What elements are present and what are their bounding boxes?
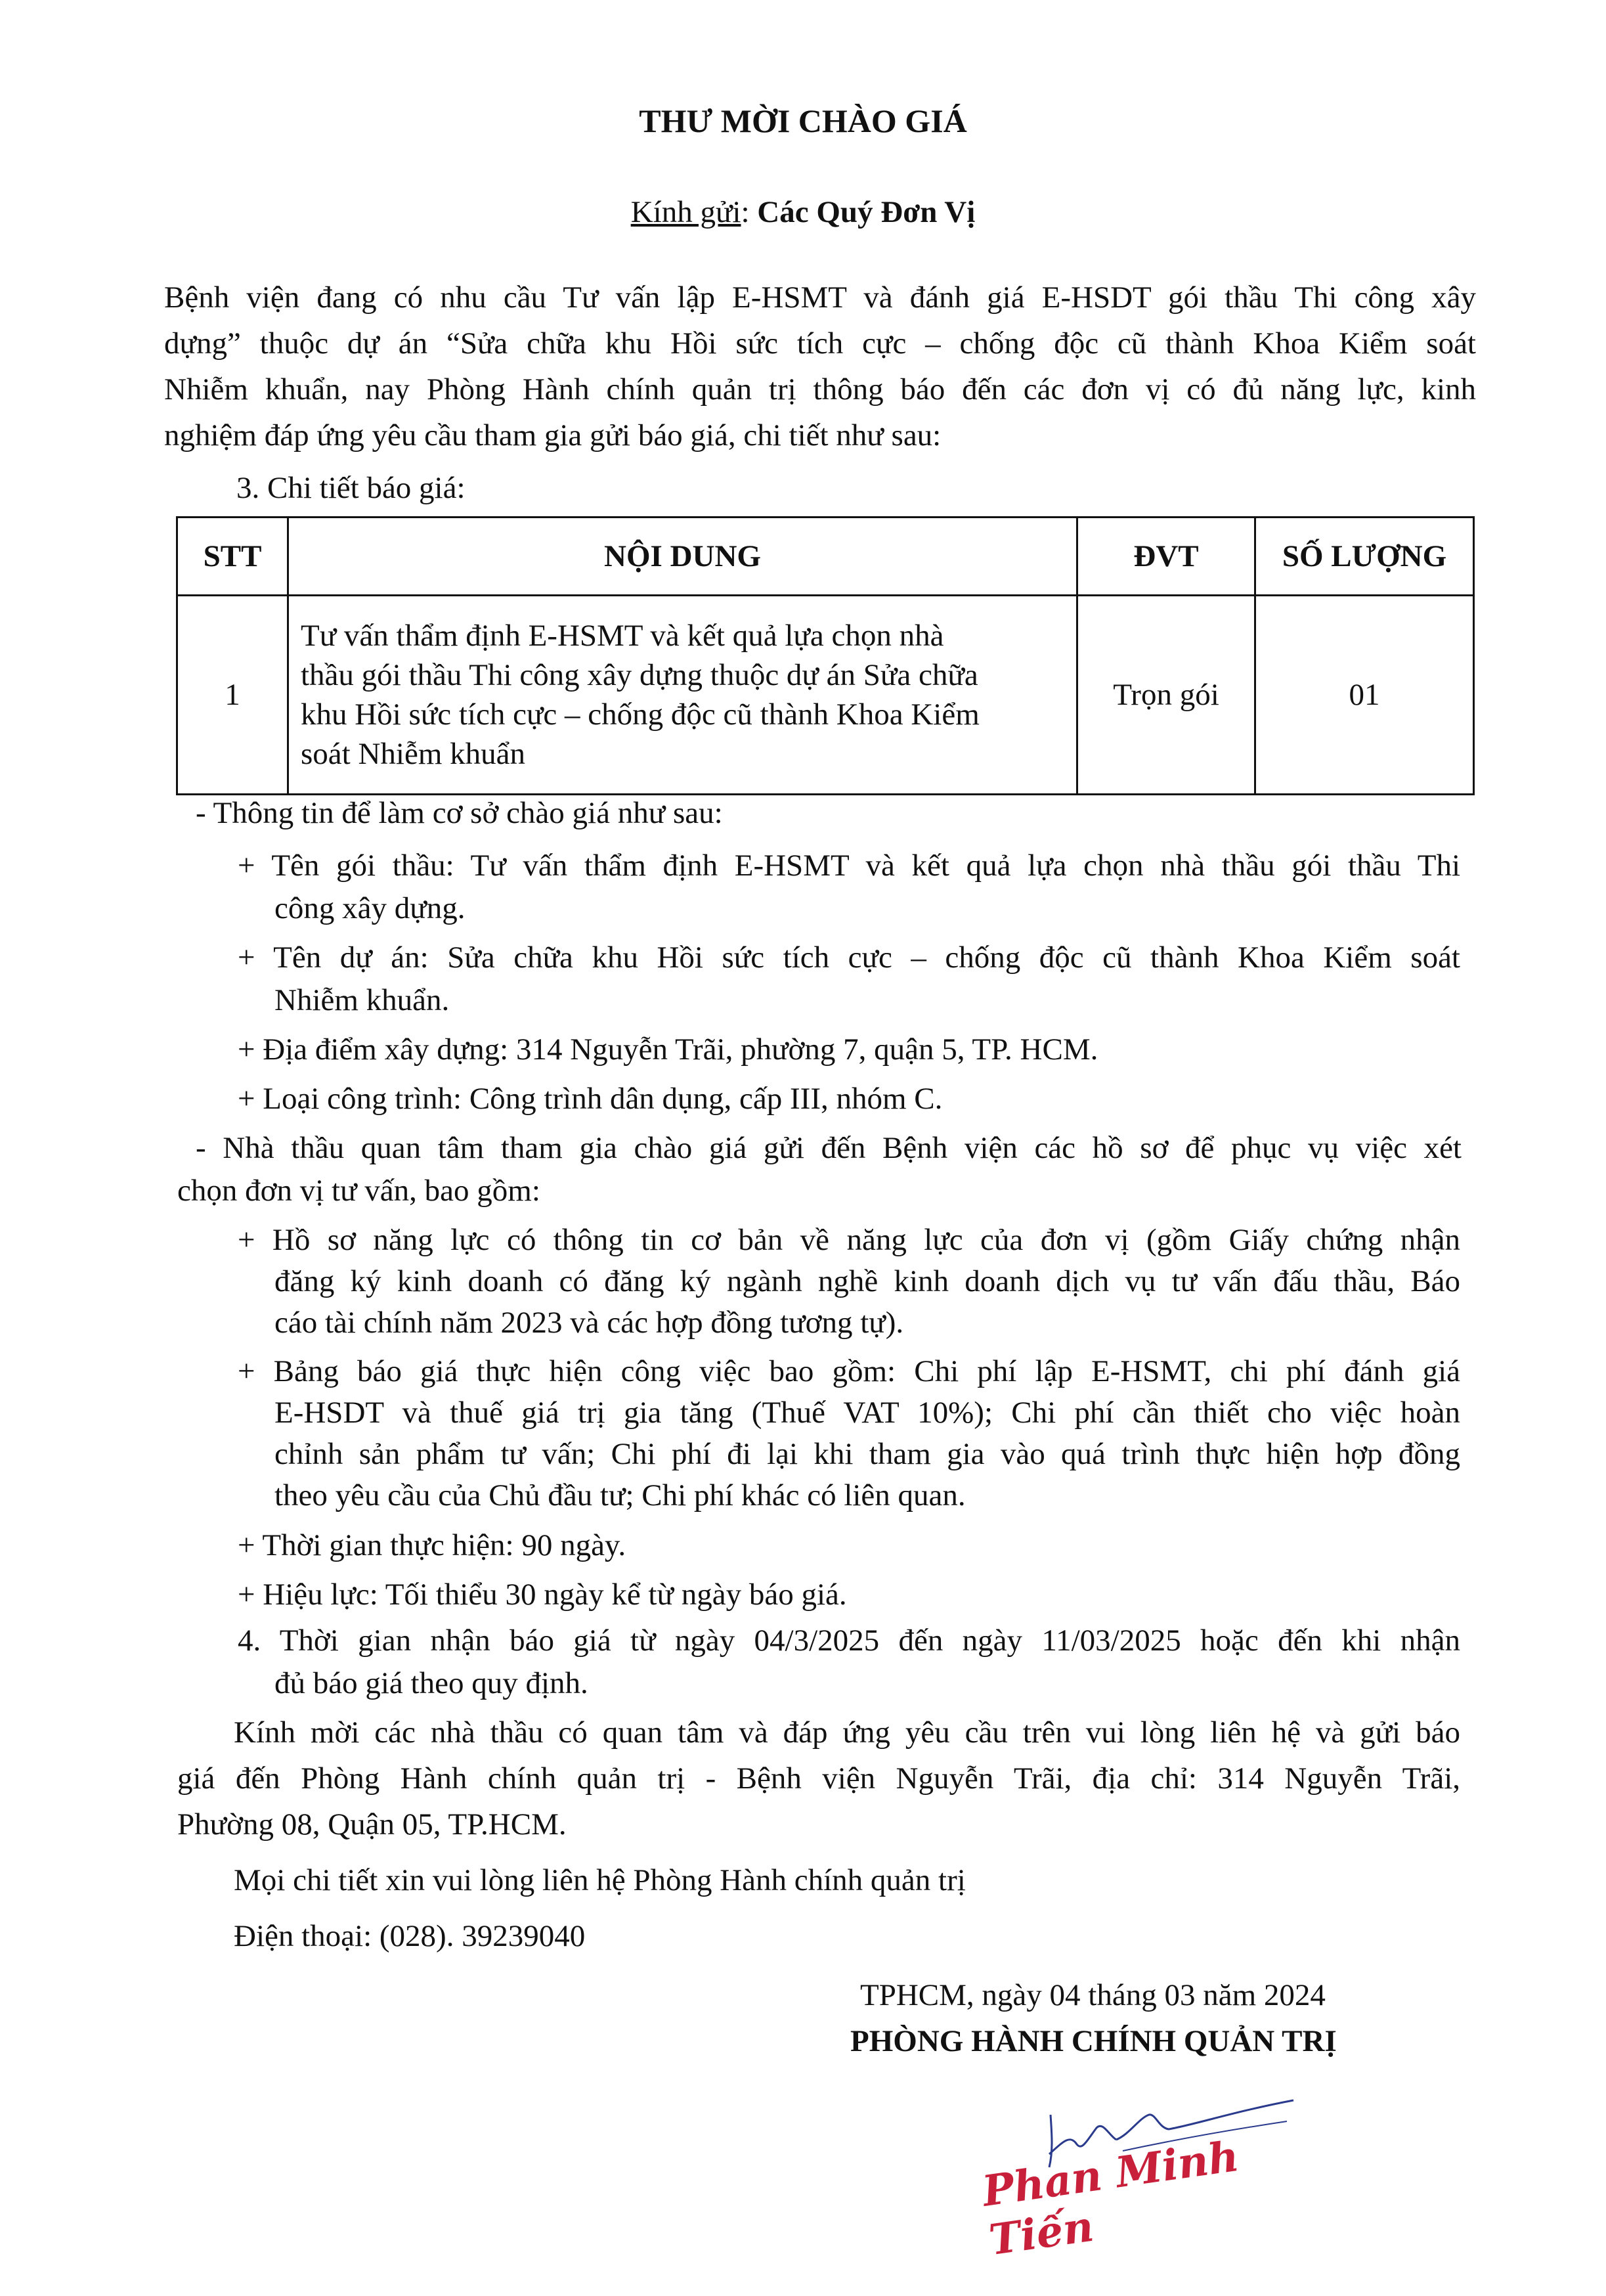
document-title: THƯ MỜI CHÀO GIÁ xyxy=(639,102,967,139)
table-row xyxy=(177,596,1474,795)
basis-project-line: Nhiễm khuẩn. xyxy=(274,983,450,1017)
basis-package-line: công xây dựng. xyxy=(274,891,466,925)
docs-quote-line: E-HSDT và thuế giá trị gia tăng (Thuế VAT 10%); Chi phí cần thiết cho việc hoàn xyxy=(274,1396,1460,1430)
greeting-recipient: Các Quý Đơn Vị xyxy=(757,195,976,229)
basis-project-line: + Tên dự án: Sửa chữa khu Hồi sức tích cực – chống độc cũ thành Khoa Kiểm soát xyxy=(238,940,1460,975)
basis-location: + Địa điểm xây dựng: 314 Nguyễn Trãi, phường 7, quận 5, TP. HCM. xyxy=(238,1032,1098,1067)
basis-package-line: + Tên gói thầu: Tư vấn thẩm định E-HSMT và kết quả lựa chọn nhà thầu gói thầu Thi xyxy=(238,849,1460,883)
cell-content xyxy=(288,596,1077,795)
department-name: PHÒNG HÀNH CHÍNH QUẢN TRỊ xyxy=(850,2024,1337,2058)
basis-type: + Loại công trình: Công trình dân dụng, cấp III, nhóm C. xyxy=(238,1082,943,1116)
header-stt: STT xyxy=(177,518,288,596)
header-qty: SỐ LƯỢNG xyxy=(1255,518,1474,596)
greeting xyxy=(0,190,1606,234)
docs-quote-line: + Bảng báo giá thực hiện công việc bao gồm: Chi phí lập E-HSMT, chi phí đánh giá xyxy=(238,1354,1460,1388)
date-place: TPHCM, ngày 04 tháng 03 năm 2024 xyxy=(860,1978,1326,2012)
docs-duration: + Thời gian thực hiện: 90 ngày. xyxy=(238,1528,626,1562)
header-content: NỘI DUNG xyxy=(288,518,1077,596)
docs-capacity-line: cáo tài chính năm 2023 và các hợp đồng tương tự). xyxy=(274,1306,904,1340)
docs-quote-line: chỉnh sản phẩm tư vấn; Chi phí đi lại khi tham gia vào quá trình thực hiện hợp đồng xyxy=(274,1437,1460,1471)
invitation-line: giá đến Phòng Hành chính quản trị - Bệnh viện Nguyễn Trãi, địa chỉ: 314 Nguyễn Trãi, xyxy=(177,1761,1460,1796)
intro-line: Bệnh viện đang có nhu cầu Tư vấn lập E-HSMT và đánh giá E-HSDT gói thầu Thi công xây xyxy=(164,280,1476,315)
phone-line: Điện thoại: (028). 39239040 xyxy=(234,1919,586,1953)
cell-qty: 01 xyxy=(1255,596,1474,795)
intro-line: nghiệm đáp ứng yêu cầu tham gia gửi báo giá, chi tiết như sau: xyxy=(164,418,942,453)
basis-heading: - Thông tin để làm cơ sở chào giá như sau: xyxy=(196,796,723,830)
docs-validity: + Hiệu lực: Tối thiểu 30 ngày kể từ ngày báo giá. xyxy=(238,1578,847,1612)
intro-line: dựng” thuộc dự án “Sửa chữa khu Hồi sức tích cực – chống độc cũ thành Khoa Kiểm soát xyxy=(164,326,1476,361)
docs-capacity-line: đăng ký kinh doanh có đăng ký ngành nghề kinh doanh dịch vụ tư vấn đấu thầu, Báo xyxy=(274,1264,1460,1298)
cell-stt: 1 xyxy=(177,596,288,795)
section-4-line: đủ báo giá theo quy định. xyxy=(274,1666,588,1700)
docs-heading-line: chọn đơn vị tư vấn, bao gồm: xyxy=(177,1174,540,1208)
invitation-line: Kính mời các nhà thầu có quan tâm và đáp ứng yêu cầu trên vui lòng liên hệ và gửi báo xyxy=(234,1715,1460,1750)
cell-content-line: thầu gói thầu Thi công xây dựng thuộc dự án Sửa chữa xyxy=(301,658,978,692)
docs-heading-line: - Nhà thầu quan tâm tham gia chào giá gửi đến Bệnh viện các hồ sơ để phục vụ việc xét xyxy=(196,1131,1462,1165)
signer-name: Phan Minh Tiến xyxy=(979,2131,1242,2266)
cell-content-line: soát Nhiễm khuẩn xyxy=(301,737,525,771)
greeting-colon: : xyxy=(741,195,750,229)
cell-unit: Trọn gói xyxy=(1077,596,1255,795)
invitation-line: Phường 08, Quận 05, TP.HCM. xyxy=(177,1807,567,1842)
intro-line: Nhiễm khuẩn, nay Phòng Hành chính quản trị thông báo đến các đơn vị có đủ năng lực, kinh xyxy=(164,372,1476,407)
header-unit: ĐVT xyxy=(1077,518,1255,596)
cell-content-line: khu Hồi sức tích cực – chống độc cũ thành Khoa Kiểm xyxy=(301,697,980,732)
quote-table xyxy=(176,516,1475,795)
greeting-label: Kính gửi xyxy=(630,195,741,229)
section-3-heading: 3. Chi tiết báo giá: xyxy=(236,471,466,505)
contact-line: Mọi chi tiết xin vui lòng liên hệ Phòng Hành chính quản trị xyxy=(234,1863,966,1897)
docs-capacity-line: + Hồ sơ năng lực có thông tin cơ bản về năng lực của đơn vị (gồm Giấy chứng nhận xyxy=(238,1223,1460,1257)
section-4-line: 4. Thời gian nhận báo giá từ ngày 04/3/2025 đến ngày 11/03/2025 hoặc đến khi nhận xyxy=(238,1623,1460,1658)
table-header-row xyxy=(177,518,1474,596)
docs-quote-line: theo yêu cầu của Chủ đầu tư; Chi phí khác có liên quan. xyxy=(274,1478,966,1512)
cell-content-line: Tư vấn thẩm định E-HSMT và kết quả lựa chọn nhà xyxy=(301,619,944,653)
